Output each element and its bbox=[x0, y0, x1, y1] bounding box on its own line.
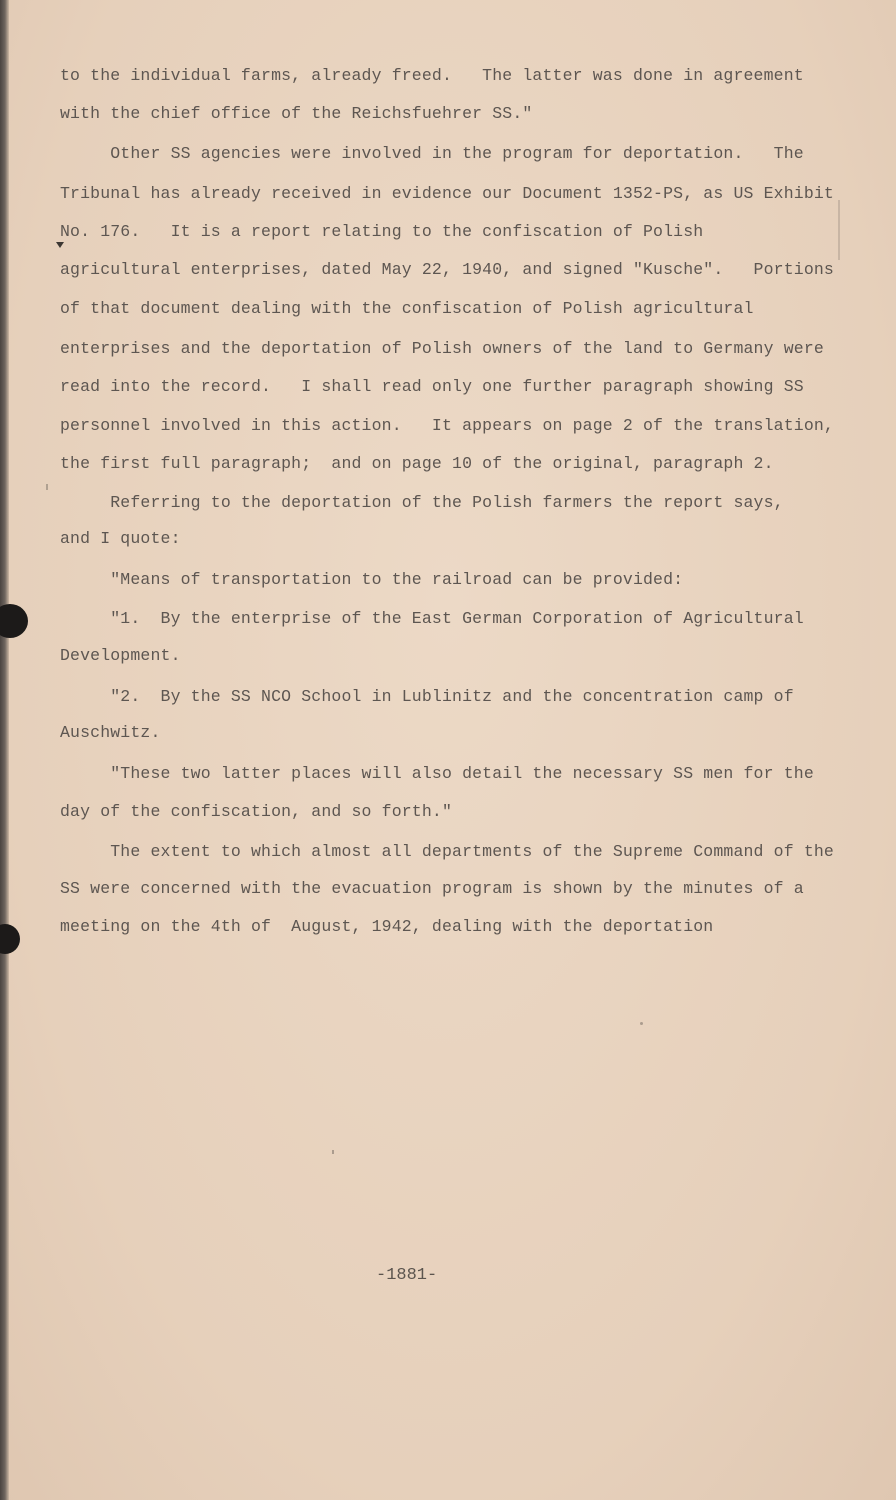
punch-hole bbox=[0, 924, 20, 954]
text-line: Referring to the deportation of the Polish farmers the report says, bbox=[60, 493, 784, 512]
text-line: Development. bbox=[60, 646, 181, 665]
text-line: with the chief office of the Reichsfuehrer SS." bbox=[60, 104, 533, 123]
text-line: SS were concerned with the evacuation program is shown by the minutes of a bbox=[60, 879, 804, 898]
ink-mark bbox=[56, 242, 64, 248]
punch-hole bbox=[0, 604, 28, 638]
paper-speck bbox=[640, 1022, 643, 1025]
text-line: and I quote: bbox=[60, 529, 181, 548]
text-line: meeting on the 4th of August, 1942, dealing with the deportation bbox=[60, 917, 714, 936]
paper-speck bbox=[332, 1150, 334, 1154]
text-line: "1. By the enterprise of the East German Corporation of Agricultural bbox=[60, 609, 804, 628]
text-line: read into the record. I shall read only one further paragraph showing SS bbox=[60, 377, 804, 396]
text-line: No. 176. It is a report relating to the confiscation of Polish bbox=[60, 222, 704, 241]
text-line: to the individual farms, already freed. The latter was done in agreement bbox=[60, 66, 804, 85]
page-number: -1881- bbox=[376, 1266, 438, 1285]
text-line: Tribunal has already received in evidence our Document 1352-PS, as US Exhibit bbox=[60, 184, 834, 203]
text-line: The extent to which almost all departments of the Supreme Command of the bbox=[60, 842, 834, 861]
page-left-edge bbox=[0, 0, 9, 1500]
paper-crease bbox=[838, 200, 840, 260]
text-line: "Means of transportation to the railroad can be provided: bbox=[60, 570, 684, 589]
text-line: "These two latter places will also detail the necessary SS men for the bbox=[60, 764, 814, 783]
text-line: Auschwitz. bbox=[60, 723, 161, 742]
text-line: Other SS agencies were involved in the program for deportation. The bbox=[60, 144, 804, 163]
text-line: the first full paragraph; and on page 10 of the original, paragraph 2. bbox=[60, 454, 774, 473]
text-line: enterprises and the deportation of Polish owners of the land to Germany were bbox=[60, 339, 824, 358]
paper-speck bbox=[46, 484, 48, 490]
text-line: day of the confiscation, and so forth." bbox=[60, 802, 453, 821]
text-line: personnel involved in this action. It appears on page 2 of the translation, bbox=[60, 416, 834, 435]
text-line: agricultural enterprises, dated May 22, 1940, and signed "Kusche". Portions bbox=[60, 260, 834, 279]
text-line: of that document dealing with the confiscation of Polish agricultural bbox=[60, 299, 754, 318]
text-line: "2. By the SS NCO School in Lublinitz and the concentration camp of bbox=[60, 687, 794, 706]
